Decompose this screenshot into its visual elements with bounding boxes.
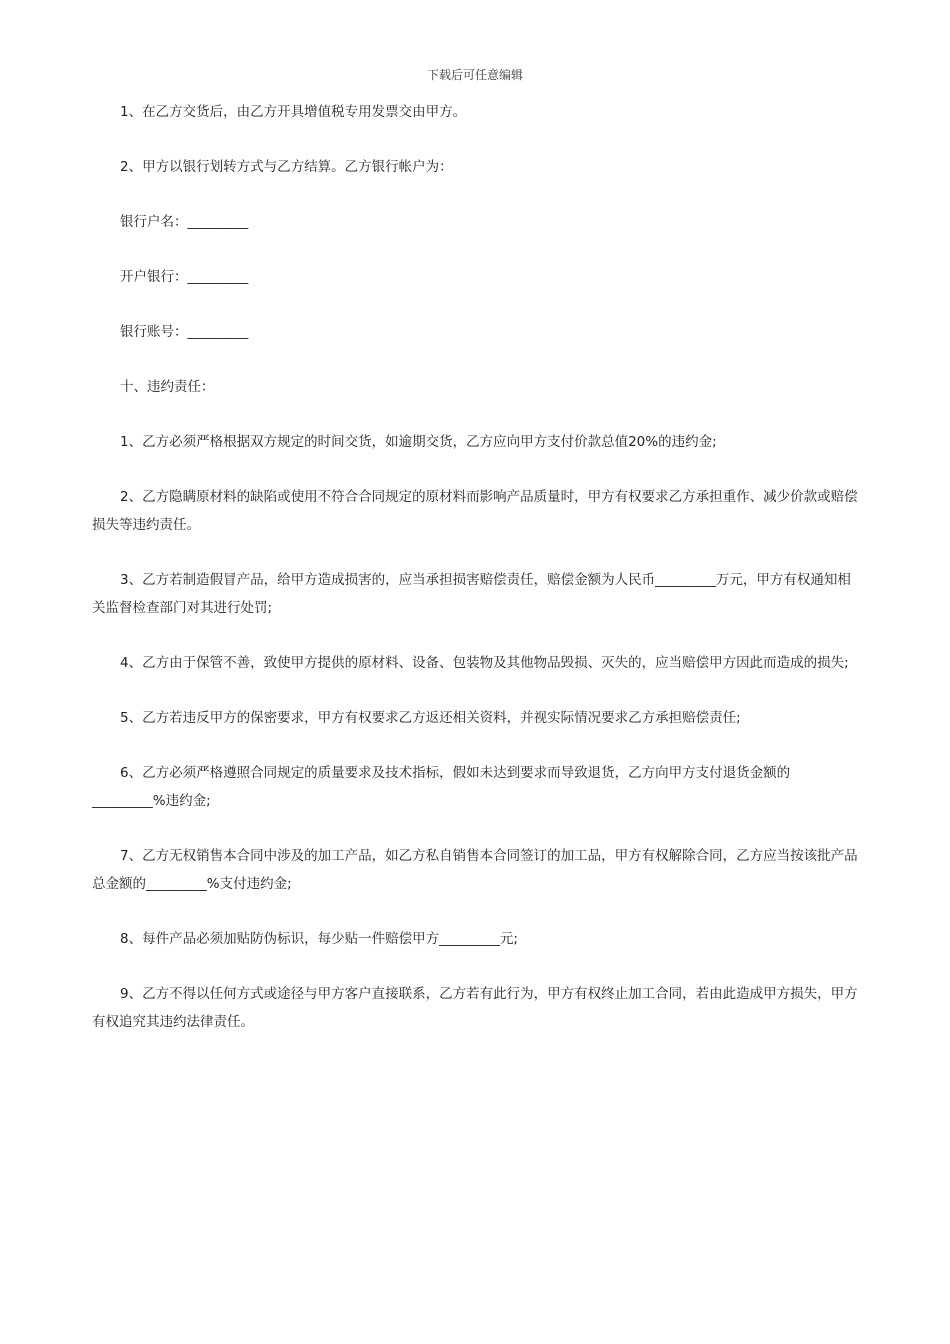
liability-clause-7: 7、乙方无权销售本合同中涉及的加工产品，如乙方私自销售本合同签订的加工品，甲方有权解除合同，乙方应当按该批产品总金额的_________%支付违约金; <box>92 848 858 892</box>
bank-name: 开户银行：_________ <box>120 269 249 285</box>
bank-account-number: 银行账号：_________ <box>120 324 249 340</box>
document-body <box>92 98 858 1063</box>
clause-invoice: 1、在乙方交货后，由乙方开具增值税专用发票交由甲方。 <box>120 104 467 120</box>
header-note: 下载后可任意编辑 <box>426 68 523 82</box>
liability-clause-1: 1、乙方必须严格根据双方规定的时间交货，如逾期交货，乙方应向甲方支付价款总值20%的违约金; <box>120 434 717 450</box>
clause-payment: 2、甲方以银行划转方式与乙方结算。乙方银行帐户为： <box>120 159 453 175</box>
bank-account-name: 银行户名：_________ <box>120 214 249 230</box>
liability-clause-5: 5、乙方若违反甲方的保密要求，甲方有权要求乙方返还相关资料，并视实际情况要求乙方承担赔偿责任; <box>120 710 741 726</box>
liability-clause-8: 8、每件产品必须加贴防伪标识，每少贴一件赔偿甲方_________元; <box>120 931 518 947</box>
section-heading-liability: 十、违约责任： <box>120 379 215 395</box>
liability-clause-2: 2、乙方隐瞒原材料的缺陷或使用不符合合同规定的原材料而影响产品质量时，甲方有权要求乙方承担重作、减少价款或赔偿损失等违约责任。 <box>92 489 858 533</box>
liability-clause-9: 9、乙方不得以任何方式或途径与甲方客户直接联系，乙方若有此行为，甲方有权终止加工合同，若由此造成甲方损失，甲方有权追究其违约法律责任。 <box>92 986 858 1030</box>
liability-clause-4: 4、乙方由于保管不善，致使甲方提供的原材料、设备、包装物及其他物品毁损、灭失的，应当赔偿甲方因此而造成的损失; <box>120 655 849 671</box>
liability-clause-6: 6、乙方必须严格遵照合同规定的质量要求及技术指标，假如未达到要求而导致退货，乙方向甲方支付退货金额的_________%违约金; <box>92 765 791 809</box>
liability-clause-3: 3、乙方若制造假冒产品，给甲方造成损害的，应当承担损害赔偿责任，赔偿金额为人民币_________万元，甲方有权通知相关监督检查部门对其进行处罚; <box>92 572 851 616</box>
